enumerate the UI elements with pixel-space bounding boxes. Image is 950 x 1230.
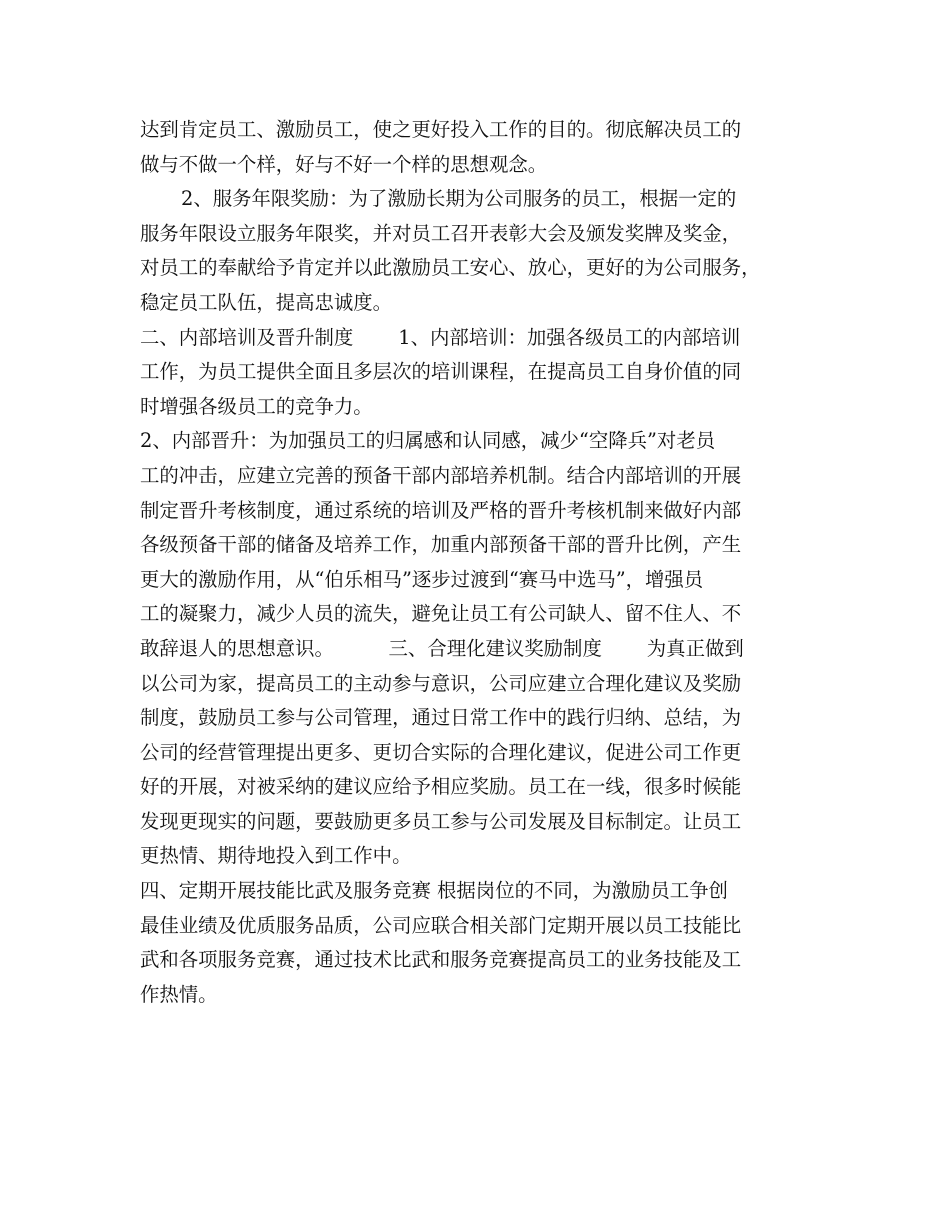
text-line: 2、服务年限奖励：为了激励长期为公司服务的员工，根据一定的 (181, 187, 737, 211)
text-line: 服务年限设立服务年限奖，并对员工召开表彰大会及颁发奖牌及奖金， (140, 221, 742, 245)
text-line: 更大的激励作用，从“伯乐相马”逐步过渡到“赛马中选马”，增强员 (140, 567, 704, 591)
text-line: 各级预备干部的储备及培养工作，加重内部预备干部的晋升比例，产生 (140, 533, 742, 557)
text-line: 四、定期开展技能比武及服务竞赛 根据岗位的不同，为激励员工争创 (140, 879, 728, 903)
text-line: 2、内部晋升：为加强员工的归属感和认同感，减少“空降兵”对老员 (140, 429, 716, 453)
text-line: 发现更现实的问题，要鼓励更多员工参与公司发展及目标制定。让员工 (140, 809, 742, 833)
text-line: 制定晋升考核制度，通过系统的培训及严格的晋升考核机制来做好内部 (140, 498, 742, 522)
text-line: 达到肯定员工、激励员工，使之更好投入工作的目的。彻底解决员工的 (140, 118, 742, 141)
document-body (140, 113, 830, 1012)
text-line: 公司的经营管理提出更多、更切合实际的合理化建议，促进公司工作更 (140, 740, 742, 764)
text-line: 制度，鼓励员工参与公司管理，通过日常工作中的践行归纳、总结，为 (140, 706, 742, 730)
text-line: 对员工的奉献给予肯定并以此激励员工安心、放心，更好的为公司服务， (140, 256, 761, 280)
text-line: 更热情、期待地投入到工作中。 (140, 844, 412, 868)
text-line: 二、内部培训及晋升制度 1、内部培训：加强各级员工的内部培训 (140, 325, 741, 349)
text-line: 以公司为家，提高员工的主动参与意识，公司应建立合理化建议及奖励 (140, 671, 742, 695)
text-line: 工作，为员工提供全面且多层次的培训课程，在提高员工自身价值的同 (140, 360, 742, 384)
text-line: 武和各项服务竞赛，通过技术比武和服务竞赛提高员工的业务技能及工 (140, 948, 742, 972)
text-line: 稳定员工队伍，提高忠诚度。 (140, 290, 393, 314)
text-line: 做与不做一个样，好与不好一个样的思想观念。 (140, 152, 548, 176)
text-line: 敢辞退人的思想意识。 三、合理化建议奖励制度 为真正做到 (140, 636, 744, 660)
text-line: 最佳业绩及优质服务品质，公司应联合相关部门定期开展以员工技能比 (140, 913, 742, 937)
text-line: 时增强各级员工的竞争力。 (140, 394, 373, 418)
text-line: 作热情。 (140, 982, 218, 1006)
text-line: 好的开展，对被采纳的建议应给予相应奖励。员工在一线，很多时候能 (140, 775, 742, 799)
text-line: 工的冲击，应建立完善的预备干部内部培养机制。结合内部培训的开展 (140, 463, 742, 487)
text-line: 工的凝聚力，减少人员的流失，避免让员工有公司缺人、留不住人、不 (140, 602, 742, 626)
